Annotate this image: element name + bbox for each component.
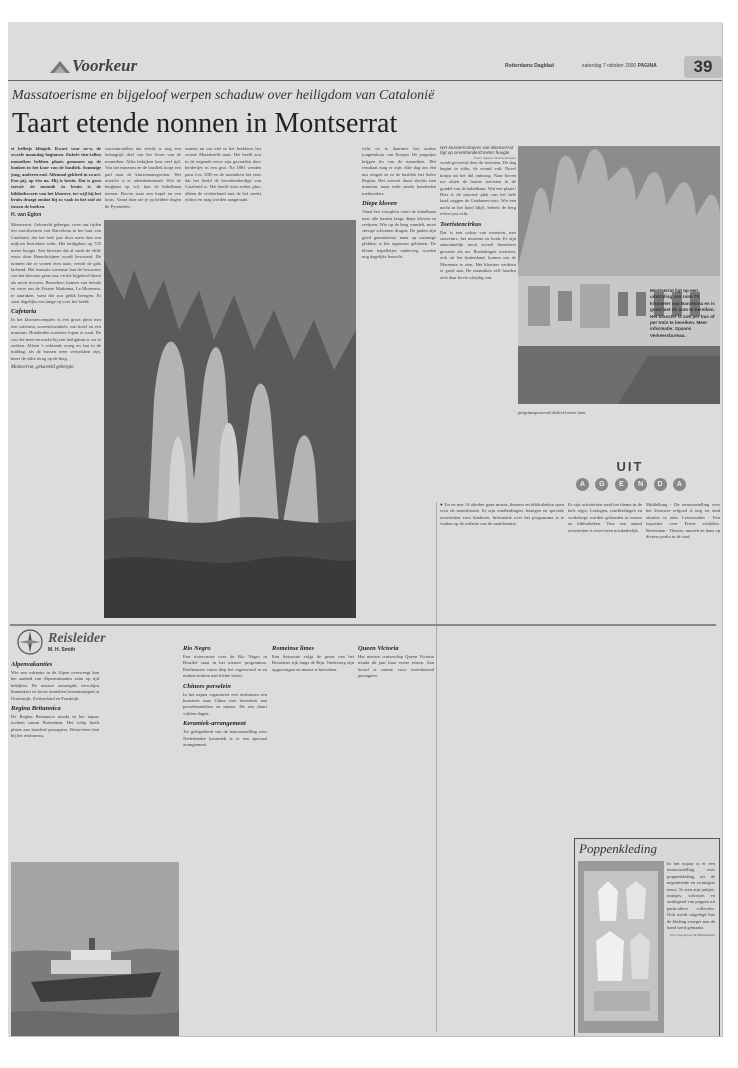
uit-agenda-text-1 (440, 502, 564, 528)
uit-agenda-column-2 (568, 502, 642, 832)
agenda-letter: A (673, 478, 686, 491)
montserrat-mountains-photo (104, 220, 356, 618)
uit-agenda-text-2: Er zijn activiteiten rond het thema in de hele regio. Lezingen, rondleidingen en workshops worden gehouden in musea en bibliotheken. Voor een aantal activiteiten is reserveren noodzakelijk. (568, 502, 642, 533)
article-subhead-cafetaria: Cafetaria (11, 308, 37, 316)
agenda-letter: E (615, 478, 628, 491)
uit-agenda-column-3 (646, 502, 720, 832)
info-box-montserrat: Montserrat ligt op een uitstraling van ruim 70 kilometer van Barcelona en is goed met de auto te bereiken. Het klooster is ook per bus of per trein te bereiken. Meer informatie: Spaans Verkeersbureau. (650, 288, 715, 338)
page-word: PAGINA (637, 63, 657, 69)
reisleider-head: Regina Britannica (11, 705, 61, 713)
article-body-4: richt en is daarmee het oudste jongenskoor van Europa. De jongetjes krijgen les van de monniken. Het resultaat mag er zijn: elke dag om één uur zingen ze in de basiliek het Salve Regina. Het concert duurt slechts tien minuten, maar trekt steeds honderden toehoorders. (362, 146, 436, 196)
poppenkleding-box (574, 838, 720, 1036)
reisleider-text: De Regina Britannica maakt in het najaar tochten vanuit Rotterdam. Het schip biedt plaats aan honderd passagiers. Reserveren kan bij het reisbureau. (11, 714, 99, 739)
reisleider-text: In het najaar organiseert een reisbureau een kunstreis naar China met bezoeken aan porseleinateliers en musea. De reis duurt vijftien dagen. (183, 691, 267, 716)
newspaper-page (8, 22, 722, 1036)
reisleider-text: Het nieuwe cruiseschip Queen Victoria maakt dit jaar haar eerste reizen. Aan boord is ruimte voor tweeduizend passagiers. (358, 654, 434, 679)
reisleider-head: Queen Victoria (358, 645, 399, 652)
photo-credit-2: Foto's Spaans Verkeersbureau (473, 156, 516, 160)
section-title: Voorkeur (72, 56, 138, 75)
article-column-2 (105, 146, 181, 216)
uit-agenda-column-1 (440, 502, 564, 1032)
cruise-ship-photo (11, 862, 179, 1036)
article-column-5 (440, 146, 516, 466)
compass-icon (16, 628, 44, 656)
article-body-1b: In het kloostercomplex is een groot plein met een cafetaria, souvenirwinkels, een hotel en een museum. Honderden toeristen lopen er rond. De rust die men verwacht bij een heiligdom is ver te zoeken. Alleen 's ochtends vroeg en laat in de middag, als de bussen weer vertrokken zijn, keert de stilte terug op de berg. (11, 317, 101, 361)
dateline (582, 63, 657, 69)
page-number: 39 (684, 56, 722, 78)
column-divider (436, 502, 437, 1032)
article-body-1: Montserrat. Gekarteld gebergte, twee uur rijden ten noordwesten van Barcelona in het hart van Catalonië, dat het hele jaar door meer dan een miljoen bezoekers trekt. Het heiligdom op 725 meter hoogte. Een klooster dat al sinds de elfde eeuw door Benedictijnen wordt bewoond. De nonnen die er wonen eten taart, vertelt de gids lachend. Het massale toerisme laat de bewoners van het klooster geen rust, en het bijgeloof bloeit als nooit tevoren. Bezoekers komen van heinde en verre om de Zwarte Madonna, La Moreneta, te aanraken, want dat zou geluk brengen. Er staat dagelijks een lange rij voor het beeld. (11, 222, 101, 304)
article-headline: Taart etende nonnen in Montserrat (12, 108, 398, 139)
uit-agenda-banner (566, 459, 694, 495)
agenda-letter: N (634, 478, 647, 491)
article-body-5b: Dat is een cirkus van toeristen, met souvenirs, het museum en koek. Er zijn aanvankelijk nooit zoveel bezoekers geweest als nu. Busladingen toeristen, ook uit het buitenland, komen om de Moreneta te zien. Het klooster verdient er goed aan. De monniken zelf houden zich daar liever afzijdig van. (440, 229, 516, 280)
reisleider-author: M. H. Smith (48, 647, 76, 653)
bullet-icon: ● (440, 502, 444, 507)
photo-caption-2 (440, 146, 516, 160)
article-body-2: souvenirstallen dat steeds is nog een belangrijk deel van het leven van de monniken. Alles bekijken kost veel tijd. Van het museum en de basiliek loopt een pad naar de kluizenaarsgrotten. Het uitzicht is er adembenemend. Wie de bergkam op wil, kan de kabelbaan nemen. Boven staat een kapel en een kruis. Vanaf daar zie je op heldere dagen de Pyreneeën. (105, 146, 181, 209)
reisleider-text: Wie een vakantie in de Alpen overweegt kan het aanbod van Alpenvakanties ruim op tijd bekijken. De nieuwe zomergids verschijnt binnenkort en bevat tientallen bestemmingen in Oostenrijk, Zwitserland en Frankrijk. (11, 670, 99, 701)
monastery-photo (518, 146, 720, 404)
photo-caption-2-text: Het kloostercomplex van Montserrat ligt op zevenhonderd meter hoogte. (440, 146, 514, 156)
reisleider-text: Ter gelegenheid van de tentoonstelling over Nederlandse keramiek is er een speciaal arrangement. (183, 729, 267, 748)
article-body-5: wordt gevreesd door de toeristen. De dag begint in stilte, de avond valt. Nevel kruipt uit het dal omhoog. Naar boven toe zitten de laatste toeristen in de gondel van de kabelbaan. Wat een plaats! Hier is de mooiste plek van het hele land, zeggen de Catalanen trots. Wie een nacht in het hotel blijft, beleeft de berg echter pas echt. (440, 160, 516, 217)
agenda-letters (576, 478, 686, 492)
article-body-3: waarin nu om niet in het kerkkoor het zwarte Mariabeeld staat. Het beeld zou in de negende eeuw zijn gevonden door herdertjes in een grot. Na 1881 werden paus Leo XIII en de monniken het eens dat het beeld de beschermheilige van Catalonië is. Het beeld staat achter glas; alleen de rechterhand met de bol steekt erdoor en mag worden aangeraakt. (185, 146, 261, 203)
reisleider-column-2 (183, 642, 267, 1032)
reisleider-column-1 (11, 658, 99, 858)
article-column-6 (518, 410, 644, 450)
reisleider-column-4 (358, 642, 434, 1032)
reisleider-head: Alpenvakanties (11, 661, 53, 668)
reisleider-head: Keramiek-arrangement (183, 720, 246, 728)
photo-caption-1: Montserrat, gekarteld gebergte. (11, 365, 75, 371)
reisleider-head: Rio Negro (183, 645, 211, 652)
article-subhead-toeristencirkus: Toeristencirkus (440, 220, 482, 228)
section-logo-icon (48, 58, 72, 76)
article-body-6: pelgrimsgeurverd difficiel meer zien. (518, 410, 587, 415)
reisleider-title: Reisleider (48, 631, 106, 646)
poppenkleding-credit: Foto Speelgoed- & Blikmuseum (669, 933, 715, 938)
poppenkleding-text-wrap (667, 861, 715, 1031)
uit-agenda-text-1-body: Tot en met 14 oktober gaan musea, theaters en bibliotheken open voor de manifestatie. Er zijn rondleidingen, lezingen en speciale activiteiten voor kinderen. Informatie over het programma is te vinden op de website van de manifestatie. (440, 502, 564, 527)
reisleider-head: Romeinse limes (272, 645, 315, 652)
article-byline: H. van Eglon (11, 212, 42, 219)
article-subhead-diepe-kloven: Diepe kloven (362, 200, 397, 208)
header-rule (8, 80, 722, 81)
reisleider-text: Een riviercruise over de Rio Negro in Brazilië staat in het nieuwe programma. Deelnemers varen diep het regenwoud in en maken tochten met kleine boten. (183, 654, 267, 679)
article-body-4b: Vanaf het voorplein voert de kabelbaan naar alle kanten langs diepe kloven en ravijnen. Wie op de berg wandelt, moet stevige schoenen dragen. De paden zijn goed gemarkeerd, maar op sommige plekken is het oppassen geblazen. De kleine kapelletjes onderweg worden nog dagelijks bezocht. (362, 209, 436, 260)
agenda-letter: G (595, 478, 608, 491)
reisleider-text: Een fietsroute volgt de grens van het Romeinse rijk langs de Rijn. Onderweg zijn opgravingen en musea te bezoeken. (272, 654, 354, 672)
article-column-3 (185, 146, 261, 216)
date-text: zaterdag 7 oktober 2000 (582, 63, 637, 69)
poppenkleding-text: In het najaar is er een tentoonstelling over poppenkleding uit de negentiende en twintigste eeuw. Te zien zijn jurkjes, mutsjes, schortjes en ondergoed van poppen uit particuliere collecties. Ook wordt uitgelegd hoe de kleding vroeger met de hand werd gemaakt. (667, 861, 715, 931)
article-kicker: Massatoerisme en bijgeloof werpen schaduw over heiligdom van Catalonië (12, 88, 435, 103)
reisleider-head: Chinees porselein (183, 682, 231, 690)
agenda-letter: A (576, 478, 589, 491)
doll-clothes-photo (578, 861, 664, 1033)
uit-title: UIT (616, 459, 644, 474)
reisleider-column-3 (272, 642, 354, 1032)
paper-brand: Rotterdams Dagblad (505, 63, 554, 69)
uit-agenda-text-3: Middelburg - De tentoonstelling over het Zeeuwse erfgoed is nog tot eind oktober te zien. Leeuwarden - Een expositie over Friese schilders. Rotterdam - Theater, muziek en dans op diverse podia in de stad. (646, 502, 720, 540)
poppenkleding-title: Poppenkleding (579, 841, 657, 856)
agenda-letter: D (654, 478, 667, 491)
reisleider-divider (10, 624, 716, 626)
article-column-4 (362, 146, 436, 376)
article-column-1 (11, 146, 101, 616)
article-intro: et belletje klingelt. Kwart voor ne-n, de zwoele maandag beginnen. Enkele tien-tallen monniken hebben plaats genomen op de banken in het koor van de basiliek. Sommige jong, anderen oud. Allemaal gekleed in zwart. Een pij, op één na. Hij is bruin. Dat is geen toeval: de monnik in bruin is de bibliothecaris van het klooster, ter-wijl hij het bruin draagt omdat hij zo vaak in het stof zit tussen de boeken. (11, 146, 101, 209)
